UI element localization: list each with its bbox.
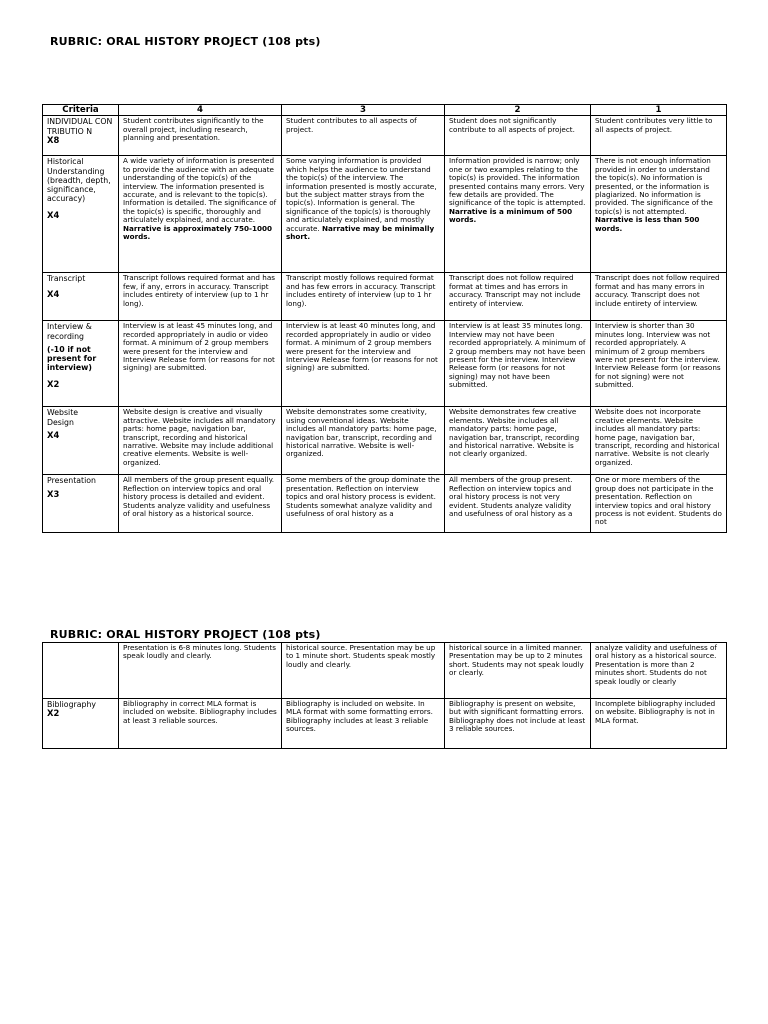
- descriptor: Interview is at least 45 minutes long, and recorded appropriately in audio or video format. A minimum of 2 group members were present for the interview and Interview Release form (or reasons for not signing) are submitted.: [123, 321, 275, 373]
- score-cell: [119, 407, 282, 475]
- descriptor: Interview is at least 40 minutes long, and recorded appropriately in audio or video format. A minimum of 2 group members were present for the interview and Interview Release form (or reasons for not signing) are submitted.: [286, 321, 438, 373]
- score-cell: [591, 273, 727, 321]
- score-cell: [591, 156, 727, 273]
- score-cell: [445, 116, 591, 156]
- criteria-label: Presentation: [47, 476, 96, 486]
- criteria-cell: [43, 116, 119, 156]
- score-cell: [591, 699, 727, 749]
- descriptor: One or more members of the group does not participate in the presentation. Reflection on interview topics and oral history process is not evident. Students do not: [595, 476, 722, 527]
- criteria-weight: X2: [47, 708, 60, 719]
- header-criteria: Criteria: [43, 105, 119, 116]
- score-cell: [282, 321, 445, 407]
- criteria-cell: [43, 321, 119, 407]
- descriptor: analyze validity and usefulness of oral history as a historical source. Presentation is more than 2 minutes short. Students do not speak loudly or clearly: [595, 643, 717, 686]
- descriptor: Some varying information is provided which helps the audience to understand the topic(s) of the interview. The information presented is mostly accurate, but the subject matter strays from the topic(s). Information is general. The significance of the topic(s) is thoroughly and articulately explained, and mostly accurate.: [286, 156, 437, 233]
- criteria-weight: X4: [47, 210, 60, 221]
- score-cell: [282, 475, 445, 533]
- page-2-title: RUBRIC: ORAL HISTORY PROJECT (108 pts): [50, 628, 321, 641]
- criteria-label: Historical Understanding (breadth, depth, significance, accuracy): [47, 157, 111, 204]
- descriptor: Student contributes to all aspects of project.: [286, 116, 417, 134]
- row-presentation: [43, 475, 727, 533]
- descriptor: All members of the group present equally. Reflection on interview topics and oral history process is detailed and evident. Students analyze validity and usefulness of oral history as a historical source.: [123, 476, 275, 519]
- descriptor: Transcript mostly follows required format and has few errors in accuracy. Transcript includes entirety of interview (up to 1 hr long).: [286, 273, 436, 308]
- descriptor: Presentation is 6-8 minutes long. Students speak loudly and clearly.: [123, 643, 276, 661]
- descriptor: Transcript follows required format and has few, if any, errors in accuracy. Transcript includes entirety of interview (up to 1 hr long).: [123, 273, 275, 308]
- criteria-weight: X4: [47, 288, 60, 299]
- criteria-cell: [43, 407, 119, 475]
- criteria-label: Interview & recording: [47, 322, 92, 341]
- row-individual-contribution: [43, 116, 727, 156]
- score-cell: [119, 699, 282, 749]
- score-cell: [445, 475, 591, 533]
- descriptor: Information provided is narrow; only one or two examples relating to the topic(s) is provided. The information presented contains many errors. Very few details are provided. The significance of the topic is attempted.: [449, 156, 586, 208]
- page-title: RUBRIC: ORAL HISTORY PROJECT (108 pts): [50, 35, 321, 48]
- descriptor: Interview is at least 35 minutes long. Interview may not have been recorded appropriately. A minimum of 2 group members may not have been present for the interview. Interview Release form (or reasons for not signing) may not have been submitted.: [449, 321, 586, 390]
- criteria-weight: X2: [47, 379, 60, 390]
- score-cell: [119, 321, 282, 407]
- criteria-label: Website Design: [47, 408, 79, 427]
- descriptor: Website design is creative and visually attractive. Website includes all mandatory parts: home page, navigation bar, transcript, recording and historical narrative. Website may include additional creative elements. Website is well-organized.: [123, 407, 276, 467]
- descriptor: Transcript does not follow required format and has many errors in accuracy. Transcript does not include entirety of interview.: [595, 273, 720, 308]
- score-cell: [119, 156, 282, 273]
- descriptor: Student contributes very little to all aspects of project.: [595, 116, 713, 134]
- score-cell: [445, 407, 591, 475]
- narrative-requirement: Narrative is less than 500 words.: [595, 215, 700, 233]
- descriptor: Website does not incorporate creative elements. Website includes all mandatory parts: home page, navigation bar, transcript, recording and historical narrative. Website is not clearly organized.: [595, 407, 720, 467]
- criteria-label: Bibliography: [47, 700, 97, 709]
- descriptor: Bibliography in correct MLA format is included on website. Bibliography includes at least 3 reliable sources.: [123, 699, 277, 725]
- score-cell: [282, 116, 445, 156]
- header-score-3: 3: [282, 105, 445, 116]
- score-cell: [445, 156, 591, 273]
- criteria-note: (-10 if not present for interview): [47, 344, 97, 373]
- narrative-requirement: Narrative may be minimally short.: [286, 223, 435, 242]
- descriptor: Website demonstrates some creativity, using conventional ideas. Website includes all mandatory parts: home page, navigation bar, transcript, recording and historical narrative. Website is well-organized.: [286, 407, 437, 459]
- row-transcript: [43, 273, 727, 321]
- rubric-table: [42, 104, 727, 533]
- criteria-weight: X8: [47, 134, 60, 145]
- criteria-cell: [43, 273, 119, 321]
- score-cell: [282, 699, 445, 749]
- descriptor: A wide variety of information is presented to provide the audience with an adequate understanding of the topic(s) of the interview. The information presented is accurate, and is relevant to the topic(s). Information is detailed. The significance of the topic(s) is specific, thoroughly and articulately explained, and accurate.: [123, 156, 277, 225]
- header-score-4: 4: [119, 105, 282, 116]
- narrative-requirement: Narrative is approximately 750-1000 words.: [123, 223, 273, 242]
- criteria-cell: [43, 156, 119, 273]
- criteria-label: INDIVIDUAL CONTRIBUTIO N: [47, 117, 113, 136]
- criteria-label: Transcript: [47, 274, 86, 284]
- criteria-cell: [43, 475, 119, 533]
- criteria-weight: X3: [47, 488, 60, 499]
- score-cell: [282, 407, 445, 475]
- rubric-table-continued: [42, 642, 727, 749]
- row-interview-recording: [43, 321, 727, 407]
- score-cell: [445, 273, 591, 321]
- descriptor: Interview is shorter than 30 minutes long. Interview was not recorded appropriately. A minimum of 2 group members were not present for the interview. Interview Release form (or reasons for not signing) were not submitted.: [595, 321, 721, 390]
- descriptor: Student contributes significantly to the overall project, including research, planning and presentation.: [123, 116, 264, 143]
- score-cell: [282, 156, 445, 273]
- descriptor: Bibliography is present on website, but with significant formatting errors. Bibliography does not include at least 3 reliable sources.: [449, 699, 586, 734]
- score-cell: [445, 643, 591, 699]
- header-score-2: 2: [445, 105, 591, 116]
- score-cell: [591, 321, 727, 407]
- descriptor: All members of the group present. Reflection on interview topics and oral history process is not very evident. Students analyze validity and usefulness of oral history as a: [449, 476, 573, 519]
- score-cell: [119, 643, 282, 699]
- descriptor: Student does not significantly contribute to all aspects of project.: [449, 116, 575, 134]
- descriptor: historical source in a limited manner. Presentation may be up to 2 minutes short. Students may not speak loudly or clearly.: [449, 643, 584, 678]
- score-cell: [282, 643, 445, 699]
- descriptor: Website demonstrates few creative elements. Website includes all mandatory parts: home page, navigation bar, transcript, recording and historical narrative. Website is not clearly organized.: [449, 407, 580, 459]
- descriptor: historical source. Presentation may be up to 1 minute short. Students speak mostly loudly and clearly.: [286, 643, 436, 669]
- descriptor: Incomplete bibliography included on website. Bibliography is not in MLA format.: [595, 699, 716, 725]
- criteria-cell: [43, 699, 119, 749]
- criteria-cell: [43, 643, 119, 699]
- row-historical-understanding: [43, 156, 727, 273]
- score-cell: [119, 116, 282, 156]
- score-cell: [445, 321, 591, 407]
- score-cell: [282, 273, 445, 321]
- criteria-weight: X4: [47, 429, 60, 440]
- descriptor: Transcript does not follow required format at times and has errors in accuracy. Transcript may not include entirety of interview.: [449, 273, 581, 308]
- score-cell: [445, 699, 591, 749]
- header-row: [43, 105, 727, 116]
- descriptor: There is not enough information provided in order to understand the topic(s). No information is presented, or the information is plagiarized. No information is provided. The significance of the topic(s) is not attempted.: [595, 156, 713, 216]
- narrative-requirement: Narrative is a minimum of 500 words.: [449, 206, 573, 225]
- score-cell: [591, 407, 727, 475]
- score-cell: [591, 116, 727, 156]
- row-bibliography: [43, 699, 727, 749]
- descriptor: Some members of the group dominate the presentation. Reflection on interview topics and oral history process is evident. Students somewhat analyze validity and usefulness of oral history as a: [286, 476, 440, 519]
- row-website-design: [43, 407, 727, 475]
- score-cell: [119, 273, 282, 321]
- score-cell: [591, 643, 727, 699]
- score-cell: [119, 475, 282, 533]
- score-cell: [591, 475, 727, 533]
- row-presentation-continued: [43, 643, 727, 699]
- descriptor: Bibliography is included on website. In MLA format with some formatting errors. Bibliography includes at least 3 reliable sources.: [286, 699, 433, 734]
- header-score-1: 1: [591, 105, 727, 116]
